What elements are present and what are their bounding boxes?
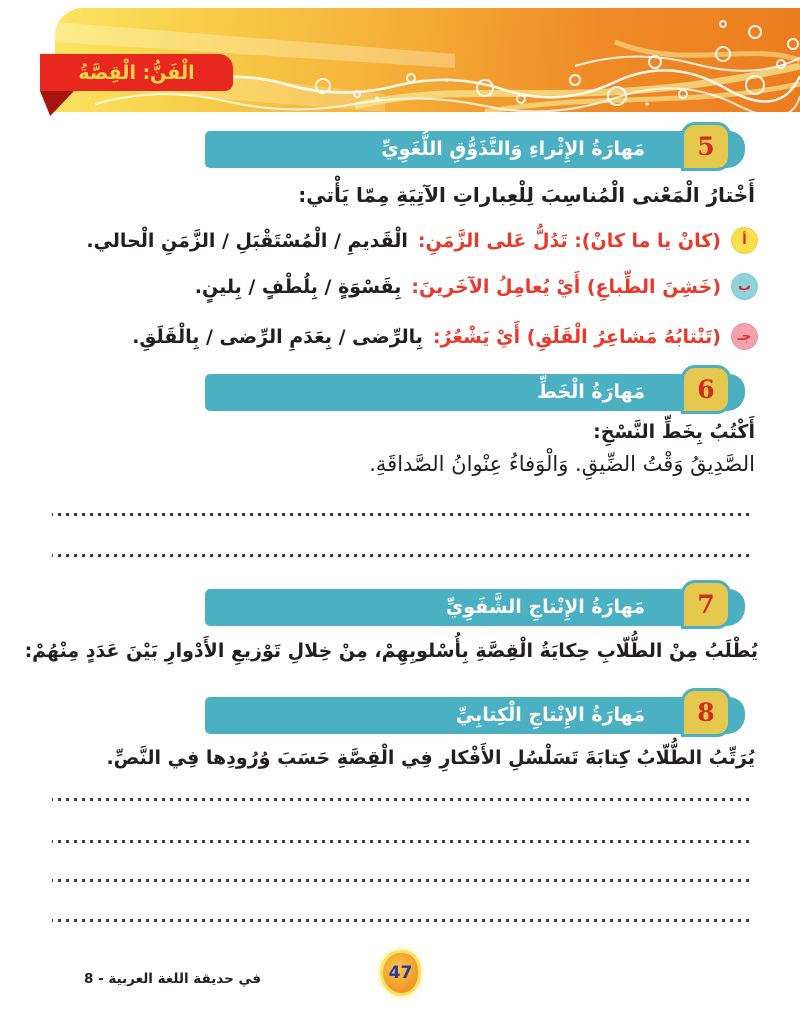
section-7-header [205, 589, 745, 626]
writing-line-6 [52, 919, 749, 922]
writing-line-1 [52, 513, 749, 516]
section-7-instruction: يُطْلَبُ مِنْ الطُّلّابِ حِكايَةُ الْقِصَّةِ بِأُسْلوبِهِمْ، مِنْ خِلالِ تَوْزيعِ الأَدْوارِ بَيْنَ عَدَدٍ مِنْهُمْ: [24, 640, 758, 662]
lesson-type-label: الْفَنُّ: الْقِصَّةُ [78, 61, 195, 84]
item-letter-c: جـ [737, 329, 752, 344]
naskh-copy-text: الصَّدِيقُ وَقْتُ الضِّيقِ. وَالْوَفاءُ عِنْوانُ الصَّداقَةِ. [369, 452, 755, 476]
section-6-number-badge [681, 365, 731, 414]
item-letter-badge-a [731, 227, 758, 254]
section-8-header [205, 697, 745, 734]
section-5-title: مَهارَةُ الإِثْراءِ وَالتَّذَوُّقِ اللُّغَوِيِّ [381, 138, 645, 160]
page-number: 47 [388, 963, 413, 983]
choice-row-b [195, 273, 758, 300]
lesson-type-ribbon [40, 54, 233, 91]
section-6-prompt: أَكْتُبُ بِخَطِّ النَّسْخِ: [593, 421, 755, 443]
item-letter-a: أ [742, 233, 747, 248]
item-options-b: بِقَسْوَةٍ / بِلُطْفٍ / بِلينٍ. [194, 275, 402, 298]
section-6-bar [205, 374, 745, 411]
item-options-c: بِالرِّضى / بِعَدَمِ الرِّضى / بِالْقَلَقِ. [132, 325, 423, 348]
item-letter-b: ب [737, 279, 752, 294]
section-8-number-badge [681, 688, 731, 737]
writing-line-3 [52, 798, 749, 801]
section-7-number: 7 [697, 590, 715, 619]
section-6-header [205, 374, 745, 411]
section-8-title: مَهارَةُ الإِنْتاجِ الْكِتابِيِّ [455, 704, 645, 726]
section-6-title: مَهارَةُ الْخَطِّ [537, 381, 645, 403]
writing-line-4 [52, 840, 749, 843]
section-6-number: 6 [697, 375, 715, 404]
section-5-header [205, 131, 745, 168]
item-letter-badge-c [731, 323, 758, 350]
item-options-a: الْقَديمِ / الْمُسْتَقْبَلِ / الزَّمَنِ الْحالي. [86, 229, 408, 252]
section-5-instruction: أَخْتارُ الْمَعْنى الْمُناسِبَ لِلْعِباراتِ الآتِيَةِ مِمّا يَأْتي: [298, 183, 755, 207]
section-7-number-badge [681, 580, 731, 629]
item-phrase-b: (خَشِنَ الطِّباعِ) أَيْ يُعامِلُ الآخَرينَ: [411, 275, 721, 298]
item-phrase-a: (كانْ يا ما كانْ): تَدُلُّ عَلى الزَّمَنِ: [417, 229, 721, 252]
choice-row-c [132, 323, 758, 350]
choice-row-a [86, 227, 758, 254]
item-letter-badge-b [731, 273, 758, 300]
section-7-title: مَهارَةُ الإِنْتاجِ الشَّفَوِيِّ [445, 596, 645, 618]
section-8-instruction: يُرَتِّبُ الطُّلّابُ كِتابَةَ تَسَلْسُلِ الأَفْكارِ فِي الْقِصَّةِ حَسَبَ وُرُودِها فِي النَّصِّ. [106, 747, 755, 769]
writing-line-2 [52, 554, 749, 557]
section-5-number: 5 [697, 132, 715, 161]
section-8-number: 8 [697, 698, 715, 727]
section-5-number-badge [681, 122, 731, 171]
item-phrase-c: (تَنْتابُهُ مَشاعِرُ الْقَلَقِ) أَيْ يَشْعُرُ: [432, 325, 721, 348]
footer-book-title: في حديقة اللغة العربية - 8 [84, 971, 262, 987]
page-number-badge [383, 953, 418, 993]
writing-line-5 [52, 879, 749, 882]
